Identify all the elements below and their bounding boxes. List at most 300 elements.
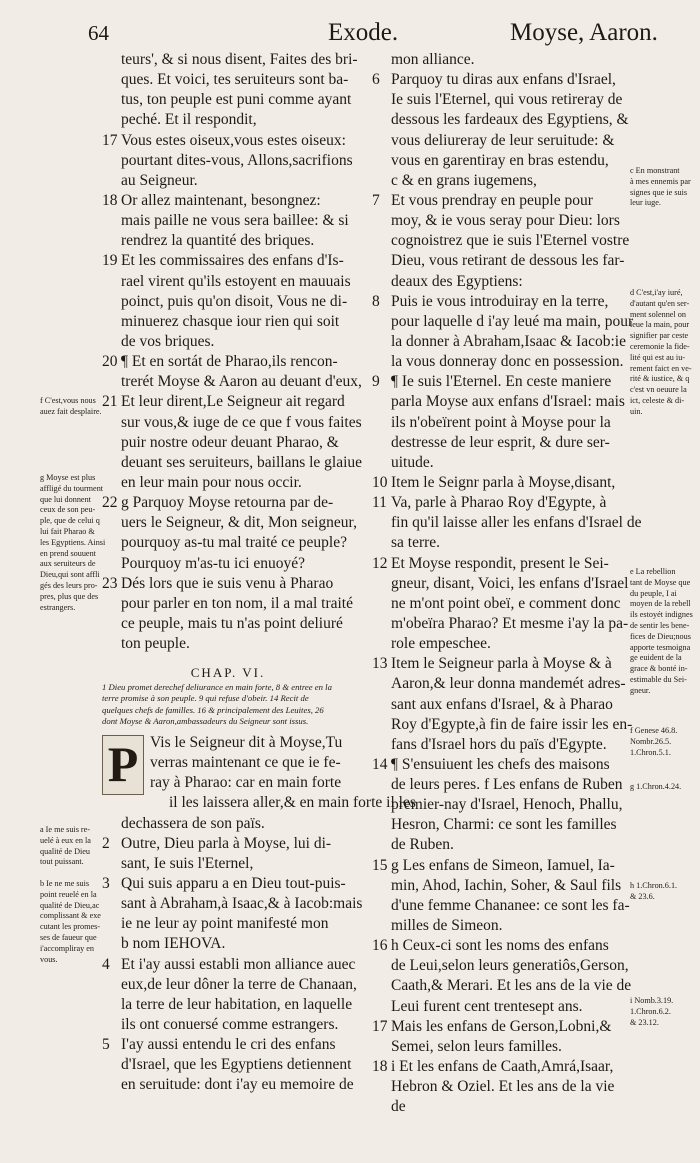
text-line [372,795,628,815]
chapter-summary [102,682,354,727]
margin-note-line: d C'est,i'ay iuré, [630,288,683,297]
margin-note-e [630,567,693,697]
text-line [372,775,628,795]
verse-text: ¶ Et en sortát de Pharao,ils rencon- [121,353,338,371]
margin-note-line: lité qui est au iu- [630,352,686,362]
verse-text: Semei, selon leurs familles. [391,1037,562,1055]
verse-number: 17 [372,1017,388,1035]
margin-note-line: estrangers. [40,602,76,612]
verse-text: Item le Seignr parla à Moyse,disant, [391,473,616,491]
text-line [372,574,628,594]
verse-number: 18 [372,1058,388,1076]
margin-note-g [630,782,681,793]
margin-note-h [630,881,677,903]
verse-text: c & en grans iugemens, [391,171,537,189]
verse-text: au Seigneur. [121,171,198,189]
text-line [102,513,357,533]
verse-text: la vous donneray donc en possession. [391,353,624,371]
verse-number: 9 [372,373,380,391]
margin-note-i [630,996,673,1028]
text-line [372,312,634,332]
verse-text: en leur main pour nous occir. [121,473,302,491]
margin-note-line: aux seruiteurs de [40,559,96,569]
text-line [102,874,354,894]
text-line [372,936,628,956]
margin-note-line: qualité de Dieu,ac [40,900,100,910]
verse-text: ¶ Ie suis l'Eternel. En ceste maniere [391,373,612,391]
margin-note-line: 1.Chron.5.1. [630,747,671,757]
text-line [372,251,628,271]
text-line [372,654,628,674]
text-line [372,695,628,715]
verse-number: 5 [102,1036,110,1054]
text-line [102,211,354,231]
text-line [102,834,354,854]
margin-note-line: b Ie ne me suis [40,879,90,888]
summary-line: quelques chefs de familles. 16 & principalement des Leuites, 26 [102,704,324,715]
margin-note-line: de sentir les bene- [630,620,690,630]
margin-note-line: ment solennel on [630,309,686,319]
drop-cap-line: ray à Pharao: car en main forte [150,774,342,792]
verse-text: Dieu, vous retirant de dessous les far- [391,252,625,270]
text-line [372,997,628,1017]
verse-text: ce peuple, mais tu n'as point deliuré [121,614,343,632]
margin-note-line: g 1.Chron.4.24. [630,782,682,791]
margin-note-line: en prend souuent [40,548,96,558]
margin-note-line: f Genese 46.8. [630,726,678,735]
margin-note-line: apporte tesmoigna [630,642,691,652]
margin-note-a [40,825,91,868]
verse-text: milles de Simeon. [391,917,503,935]
margin-note-line: rement faict en ve- [630,363,692,373]
margin-note-line: c En monstrant [630,166,680,175]
verse-text: rael virent qu'ils estoyent en mauuais [121,272,351,290]
verse-text: de Leui,selon leurs generatiôs,Gerson, [391,957,629,975]
text-line [102,191,354,211]
margin-note-line: vous. [40,954,58,964]
verse-number: 18 [102,191,118,209]
text-line [372,372,628,392]
margin-note-line: cutant les promes- [40,922,101,932]
verse-text: tus, ton peuple est puni comme ayant [121,91,352,109]
text-line [372,715,633,735]
text-line [372,856,628,876]
text-line [102,110,354,130]
text-line [372,413,628,433]
text-line [102,914,354,934]
text-line [102,995,354,1015]
verse-text: sant, Ie suis l'Eternel, [121,854,254,872]
text-line [102,793,416,813]
verse-text: en seruitude: dont i'ay eu memoire de [121,1076,354,1094]
text-line [372,90,628,110]
text-line [372,1097,628,1117]
verse-number: 16 [372,937,388,955]
verse-text: premier-nay d'Israel, Henoch, Phallu, [391,796,623,814]
summary-line: 1 Dieu promet derechef deliurance en main forte, 8 & entree en la [102,682,332,693]
text-line [102,151,354,171]
verse-text: rendrez la quantité des briques. [121,232,315,250]
text-line [102,1035,354,1055]
margin-note-line: lui fait Pharao & [40,526,95,536]
margin-note-line: c'est vn oeuure la [630,385,687,395]
drop-cap-initial: P [102,735,144,795]
text-line [372,473,628,493]
text-line [372,493,628,513]
text-line [102,50,358,70]
summary-line: terre promise à son peuple. 9 qui refuse d'obeir. 14 Recit de [102,693,309,704]
margin-note-line: à mes ennemis par [630,176,691,186]
text-line [102,70,354,90]
margin-note-line: Dieu,qui sont affli [40,570,100,580]
verse-text: ne m'ont point obeï, e comment donc [391,594,621,612]
verse-text: Roy d'Egypte,à fin de faire issir les en- [391,715,633,733]
verse-text: Et Moyse respondit, present le Sei- [391,554,609,572]
verse-text: Caath,& Merari. Et les ans de la vie de [391,977,632,995]
text-line [372,151,628,171]
text-line [372,1017,628,1037]
verse-text: mon alliance. [391,51,475,68]
text-line [372,272,628,292]
verse-text: eux,de leur dôner la terre de Chanaan, [121,975,357,993]
margin-note-f [40,396,102,418]
verse-text: Leui furent cent trentesept ans. [391,997,583,1015]
text-line [102,975,357,995]
verse-text: Dés lors que ie suis venu à Pharao [121,574,334,592]
margin-note-line: affligé du tourment [40,483,104,493]
text-line [372,433,628,453]
margin-note-line: pres, plus que des [40,591,99,601]
running-subject: Moyse, Aaron. [510,19,658,46]
verse-text: la donner à Abraham,Isaac & Iacob:ie [391,332,626,350]
margin-note-line: les Egyptiens. Ainsi [40,537,106,547]
text-line [102,894,363,914]
text-line [372,513,642,533]
verse-text: Et i'ay aussi establi mon alliance auec [121,955,356,973]
margin-note-line: 1.Chron.6.2. [630,1006,671,1016]
text-line [102,251,354,271]
text-line [102,453,363,473]
verse-number: 2 [102,834,110,852]
text-line [102,292,354,312]
verse-text: vous deliureray de leur seruitude: & [391,131,615,149]
verse-text: Item le Seigneur parla à Moyse & à [391,655,612,673]
margin-note-line: e La rebellion [630,567,676,576]
verse-text: h Ceux-ci sont les noms des enfans [391,937,609,955]
text-line [372,392,628,412]
text-line [102,231,354,251]
verse-number: 15 [372,856,388,874]
margin-note-line: fices de Dieu;nous [630,631,691,641]
text-line [372,554,628,574]
text-line [372,131,628,151]
text-line [102,90,354,110]
verse-text: Vous estes oiseux,vous estes oiseux: [121,131,346,149]
text-line [372,70,628,90]
text-line [372,594,628,614]
margin-note-line: & 23.6. [630,891,655,901]
verse-text: i Et les enfans de Caath,Amrá,Isaar, [391,1058,614,1076]
verse-text: moy, & ie vous seray pour Dieu: lors [391,212,620,230]
verse-text: deaux des Egyptiens: [391,272,523,290]
margin-note-d [630,288,692,418]
verse-text: Parquoy tu diras aux enfans d'Israel, [391,71,616,89]
text-line [372,352,628,372]
text-line [102,171,354,191]
verse-text: Aaron,& leur donna mandemét adres- [391,675,626,693]
verse-number: 10 [372,473,388,491]
margin-note-line: signes que ie suis [630,187,688,197]
verse-text: ie ne leur ay point manifesté mon [121,915,329,933]
text-line [372,634,628,654]
verse-text: Mais les enfans de Gerson,Lobni,& [391,1017,612,1035]
verse-text: dessous les fardeaux des Egyptiens, & [391,111,629,129]
verse-text: trerét Moyse & Aaron au deuant d'eux, [121,373,362,391]
verse-text: fin qu'il laisse aller les enfans d'Israel de [391,514,642,532]
margin-note-line: leue la main, pour [630,320,690,330]
margin-note-line: g Moyse est plus [40,473,96,482]
text-line [372,211,628,231]
text-line [372,976,632,996]
margin-note-line: h 1.Chron.6.1. [630,881,678,890]
verse-text: Outre, Dieu parla à Moyse, lui di- [121,834,332,852]
verse-number: 17 [102,131,118,149]
drop-cap-line: Vis le Seigneur dit à Moyse,Tu [150,733,343,751]
margin-note-line: ple, que de celui q [40,516,100,526]
text-line [102,554,354,574]
text-line [372,614,628,634]
chapter-heading: CHAP. VI. [190,665,266,681]
chapter-opening [102,733,354,794]
verse-text: Et les commissaires des enfans d'Is- [121,252,344,270]
margin-note-line: complissant & exe [40,911,101,921]
text-line [102,352,354,372]
text-line [372,332,628,352]
verse-text: uers le Seigneur, & dit, Mon seigneur, [121,514,357,532]
verse-text: Pourquoy m'as-tu ici enuoyé? [121,554,306,572]
text-line [102,854,354,874]
margin-note-line: auez fait desplaire. [40,406,102,416]
verse-text: teurs', & si nous disent, Faites des bri- [121,51,358,68]
verse-text: g Parquoy Moyse retourna par de- [121,494,334,512]
text-line [372,292,628,312]
verse-text: la terre de leur habitation, en laquelle [121,995,353,1013]
verse-text: Hebron & Oziel. Et les ans de la vie [391,1078,615,1096]
verse-text: ton peuple. [121,635,190,653]
verse-text: sant aux enfans d'Israel, & à Pharao [391,695,613,713]
text-line [372,231,628,251]
text-line [372,916,628,936]
margin-note-line: ceremonie la fide- [630,341,690,351]
verse-number: 14 [372,755,388,773]
verse-text: ¶ S'ensuiuent les chefs des maisons [391,755,610,773]
text-line [102,433,354,453]
verse-text: il les laissera aller,& en main forte il les [169,794,416,812]
text-line [102,614,354,634]
text-line [102,473,354,493]
verse-text: min, Ahod, Iachin, Soher, & Saul fils [391,876,622,894]
verse-number: 13 [372,655,388,673]
margin-note-line: tant de Moyse que [630,577,691,587]
text-line [372,896,628,916]
margin-note-line: ses de faueur que [40,932,97,942]
text-line [372,171,628,191]
margin-note-line: i Nomb.3.19. [630,996,674,1005]
verse-text: deuant ses seruiteurs, baillans le glaiue [121,453,363,471]
text-line [102,312,354,332]
verse-text: de Ruben. [391,836,454,854]
verse-number: 20 [102,353,118,371]
text-line [102,1075,354,1095]
verse-text: pour laquelle d i'ay leué ma main, pour [391,312,634,330]
margin-note-line: a Ie me suis re- [40,825,91,834]
verse-text: d'Israel, que les Egyptiens detiennent [121,1056,352,1074]
margin-note-line: Nombr.26.5. [630,736,672,746]
margin-note-line: rité & iustice, & q [630,374,690,384]
verse-text: Ie suis l'Eternel, qui vous retireray de [391,91,623,109]
text-line [102,955,354,975]
verse-text: ils ont conuersé comme estrangers. [121,1016,339,1034]
text-line [102,372,362,392]
verse-text: puir nostre odeur deuant Pharao, & [121,433,339,451]
text-line [102,392,354,412]
text-line [372,50,628,70]
text-line [372,1077,628,1097]
verse-number: 4 [102,955,110,973]
text-line [372,735,628,755]
verse-text: I'ay aussi entendu le cri des enfans [121,1036,336,1054]
text-line [102,131,354,151]
text-line [102,533,354,553]
text-line [102,814,354,834]
verse-text: sant à Abraham,à Isaac,& à Iacob:mais [121,895,363,913]
verse-text: de leurs peres. f Les enfans de Ruben [391,776,623,794]
text-line [102,272,354,292]
margin-note-line: i'accompliray en [40,943,94,953]
verse-text: Va, parle à Pharao Roy d'Egypte, à [391,494,607,512]
verse-text: Hesron, Charmi: ce sont les familles [391,816,617,834]
verse-text: de [391,1098,406,1116]
text-line [372,876,628,896]
verse-text: pour parler en ton nom, il a mal traité [121,594,353,612]
verse-text: de vos briques. [121,332,215,350]
verse-text: b nom IEHOVA. [121,935,226,953]
verse-text: parla Moyse aux enfans d'Israel: mais [391,393,625,411]
margin-note-line: que lui donnent [40,494,91,504]
margin-note-line: leur iuge. [630,198,661,208]
text-line [372,674,628,694]
margin-note-f [630,726,677,758]
verse-text: Qui suis apparu a en Dieu tout-puis- [121,875,346,893]
page-number: 64 [88,21,109,45]
verse-text: vous en garentiray en bras estendu, [391,151,609,169]
margin-note-line: qualité de Dieu [40,846,91,856]
margin-note-line: ge euident de la [630,653,682,663]
verse-text: m'obeïra Pharao? Et mesme i'ay la pa- [391,614,629,632]
verse-text: peché. Et il respondit, [121,111,257,129]
verse-text: g Les enfans de Simeon, Iamuel, Ia- [391,856,615,874]
verse-text: mais paille ne vous sera baillee: & si [121,212,349,230]
verse-text: Puis ie vous introduiray en la terre, [391,292,609,310]
verse-text: minuerez chasque iour rien qui soit [121,312,340,330]
margin-note-line: d'autant qu'en ser- [630,298,690,308]
text-line [372,956,628,976]
verse-number: 22 [102,494,118,512]
verse-text: gneur, disant, Voici, les enfans d'Israel [391,574,629,592]
verse-text: poinct, puis qu'on disoit, Vous ne di- [121,292,348,310]
margin-note-b [40,879,101,965]
verse-text: pourquoy as-tu mal traité ce peuple? [121,534,347,552]
verse-text: dechassera de son païs. [121,814,265,832]
margin-note-g [40,473,105,613]
verse-number: 3 [102,875,110,893]
margin-note-line: gneur. [630,685,651,695]
verse-text: cognoistrez que ie suis l'Eternel vostre [391,232,630,250]
margin-note-line: ict, celeste & di- [630,395,685,405]
text-line [102,332,354,352]
verse-text: destresse de leur esprit, & dure ser- [391,433,610,451]
text-line [372,533,628,553]
margin-note-line: tout puissant. [40,857,84,867]
verse-text: pourtant dites-vous, Allons,sacrifions [121,151,353,169]
verse-text: d'une femme Chananee: ce sont les fa- [391,896,630,914]
verse-number: 11 [372,494,387,512]
text-line [102,634,354,654]
verse-number: 23 [102,574,118,592]
verse-text: Or allez maintenant, besongnez: [121,191,321,209]
margin-note-line: grace & bonté in- [630,664,688,674]
margin-note-line: ils estoyét indignes [630,610,693,620]
text-line [102,1015,354,1035]
text-line [372,110,628,130]
verse-text: Et vous prendray en peuple pour [391,191,593,209]
margin-note-line: uelé à eux en la [40,835,91,845]
summary-line: dont Moyse & Aaron,ambassadeurs du Seigneur sont issus. [102,715,309,726]
running-title: Exode. [328,19,399,46]
verse-text: role empeschee. [391,635,491,653]
text-line [102,594,354,614]
text-line [372,1057,628,1077]
text-line [102,493,354,513]
verse-number: 7 [372,191,380,209]
text-line [372,1037,628,1057]
text-line [372,835,628,855]
chapter-five-end [102,50,363,654]
text-line [372,755,628,775]
text-line [102,934,354,954]
text-line [372,191,628,211]
margin-note-line: du peuple, I ai [630,588,677,598]
margin-note-c [630,166,691,209]
verse-number: 12 [372,554,388,572]
verse-number: 6 [372,71,380,89]
margin-note-line: moyen de la rebell [630,599,691,609]
text-line [102,1055,354,1075]
margin-note-line: gés des leurs pro- [40,580,98,590]
verse-text: fans d'Israel hors du païs d'Egypte. [391,735,607,753]
verse-text: ques. Et voici, tes seruiteurs sont ba- [121,71,349,89]
drop-cap-line: verras maintenant ce que ie fe- [150,754,341,772]
verse-text: ils n'obeïrent point à Moyse pour la [391,413,611,431]
margin-note-line: ceux de son peu- [40,505,96,515]
margin-note-line: point reuelé en la [40,889,97,899]
margin-note-line: uin. [630,406,643,416]
margin-note-line: estimable du Sei- [630,674,687,684]
verse-text: sur vous,& iuge de ce que f vous faites [121,413,362,431]
verse-number: 19 [102,252,118,270]
text-line [372,815,628,835]
text-line [372,453,628,473]
